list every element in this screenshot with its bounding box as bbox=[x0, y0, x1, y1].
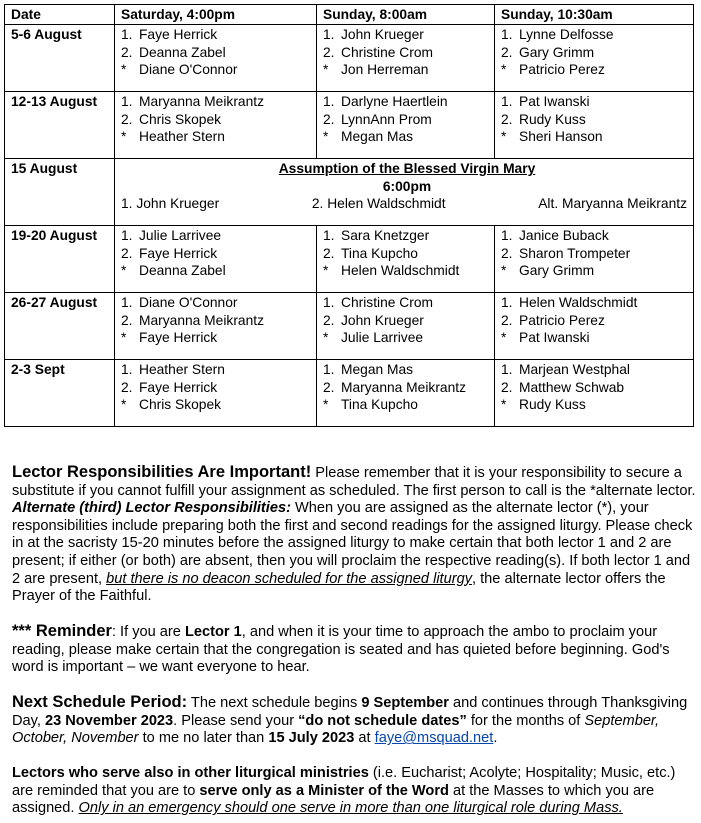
lector-schedule-table bbox=[4, 4, 694, 427]
lector-name: Maryanna Meikrantz bbox=[139, 94, 264, 109]
lector-position: 2. bbox=[323, 111, 335, 127]
lector-entry bbox=[121, 93, 316, 111]
other-ministries-paragraph: Lectors who serve also in other liturgical ministries (i.e. Eucharist; Acolyte; Hospitality; Music, etc.) are reminded that you are to serve only as a Minister of the Word at the Masses to which you are assigned. Only in an emergency should one serve in more than one liturgical role during Mass. bbox=[12, 765, 676, 817]
lector-position: * bbox=[323, 397, 329, 412]
header-sunday-1030am: Sunday, 10:30am bbox=[495, 5, 694, 25]
lector-position: 2. bbox=[121, 44, 133, 60]
lector-entry bbox=[121, 396, 316, 414]
lector-entry bbox=[501, 227, 693, 245]
lector-name: Tina Kupcho bbox=[341, 245, 418, 261]
lectors-sunday-8am bbox=[317, 25, 495, 92]
lector-entry bbox=[323, 61, 494, 79]
lector-name: Megan Mas bbox=[341, 129, 414, 144]
lector-name: Rudy Kuss bbox=[519, 111, 586, 127]
lector-name: Gary Grimm bbox=[519, 44, 595, 60]
lectors-sunday-1030am bbox=[495, 360, 694, 427]
lector-entry bbox=[323, 379, 494, 397]
lector-entry bbox=[121, 44, 316, 62]
lector-position: 1. bbox=[323, 228, 335, 243]
lector-name: John Krueger bbox=[341, 27, 424, 42]
lector-entry bbox=[323, 262, 494, 280]
lector-entry bbox=[121, 294, 316, 312]
lectors-saturday bbox=[115, 293, 317, 360]
lector-position: 2. bbox=[501, 312, 513, 328]
lector-name: Marjean Westphal bbox=[519, 362, 630, 377]
lector-position: 1. bbox=[501, 362, 513, 377]
lector-name: Deanna Zabel bbox=[139, 44, 226, 60]
lector-name: Helen Waldschmidt bbox=[519, 295, 638, 310]
lector-position: 1. bbox=[323, 94, 335, 109]
lector-name: Faye Herrick bbox=[139, 379, 218, 395]
header-sunday-8am: Sunday, 8:00am bbox=[317, 5, 495, 25]
lector-name: Heather Stern bbox=[139, 129, 225, 144]
lector-name: Faye Herrick bbox=[139, 27, 218, 42]
schedule-date: 2-3 Sept bbox=[5, 360, 115, 427]
lector-entry bbox=[323, 128, 494, 146]
schedule-date: 26-27 August bbox=[5, 293, 115, 360]
lector-entry bbox=[121, 61, 316, 79]
schedule-row bbox=[5, 293, 694, 360]
lector-position: 1. bbox=[323, 295, 335, 310]
lector-name: Faye Herrick bbox=[139, 330, 218, 345]
lector-position: 2. bbox=[121, 379, 133, 395]
lectors-sunday-1030am bbox=[495, 92, 694, 159]
other-ministries-heading: Lectors who serve also in other liturgical ministries bbox=[12, 765, 369, 781]
schedule-row bbox=[5, 159, 694, 226]
lector-name: Patricio Perez bbox=[519, 62, 605, 77]
lector-position: 2. bbox=[501, 245, 513, 261]
lector-position: 1. bbox=[501, 295, 513, 310]
lector-position: * bbox=[121, 330, 127, 345]
lector-name: Lynne Delfosse bbox=[519, 27, 614, 42]
lectors-sunday-1030am bbox=[495, 25, 694, 92]
lector-name: Faye Herrick bbox=[139, 245, 218, 261]
lector-name: Deanna Zabel bbox=[139, 263, 226, 278]
lector-entry bbox=[501, 93, 693, 111]
schedule-date: 19-20 August bbox=[5, 226, 115, 293]
minister-of-word-emphasis: serve only as a Minister of the Word bbox=[199, 782, 449, 799]
lector-entry bbox=[501, 294, 693, 312]
lector-position: 1. bbox=[501, 94, 513, 109]
lector-name: Julie Larrivee bbox=[341, 330, 424, 345]
lector-position: 2. bbox=[323, 312, 335, 328]
lector-name: Christine Crom bbox=[341, 44, 433, 60]
do-not-schedule-label: “do not schedule dates” bbox=[298, 712, 467, 729]
lector-entry bbox=[121, 361, 316, 379]
lector-position: * bbox=[501, 263, 507, 278]
lector-position: 1. bbox=[121, 27, 133, 42]
schedule-row bbox=[5, 25, 694, 92]
lectors-sunday-8am bbox=[317, 293, 495, 360]
lector-position: * bbox=[323, 330, 329, 345]
lector-position: 2. bbox=[323, 44, 335, 60]
lector-name: Sheri Hanson bbox=[519, 129, 603, 144]
lector-position: * bbox=[121, 397, 127, 412]
lector-entry bbox=[501, 26, 693, 44]
lectors-sunday-8am bbox=[317, 360, 495, 427]
lector-entry bbox=[323, 111, 494, 129]
lectors-saturday bbox=[115, 360, 317, 427]
lector-name: Sharon Trompeter bbox=[519, 245, 631, 261]
lector-entry bbox=[501, 111, 693, 129]
lector-name: Julie Larrivee bbox=[139, 228, 222, 243]
lector-name: John Krueger bbox=[341, 312, 424, 328]
lector-position: * bbox=[501, 330, 507, 345]
lector-position: * bbox=[323, 263, 329, 278]
alternate-lector-heading: Alternate (third) Lector Responsibilities: bbox=[12, 500, 291, 517]
lectors-sunday-1030am bbox=[495, 293, 694, 360]
lectors-sunday-8am bbox=[317, 226, 495, 293]
lector-entry bbox=[501, 128, 693, 146]
lector-entry bbox=[501, 396, 693, 414]
lector-entry bbox=[323, 245, 494, 263]
special-lector: Alt. Maryanna Meikrantz bbox=[538, 196, 687, 211]
special-liturgy-cell bbox=[115, 159, 694, 226]
lector-name: Maryanna Meikrantz bbox=[139, 312, 264, 328]
lector-name: Heather Stern bbox=[139, 362, 225, 377]
lector-position: * bbox=[121, 263, 127, 278]
schedule-date: 15 August bbox=[5, 159, 115, 226]
lector-entry bbox=[501, 61, 693, 79]
lector-name: Megan Mas bbox=[341, 362, 414, 377]
lector-position: 2. bbox=[323, 379, 335, 395]
lector-position: 2. bbox=[323, 245, 335, 261]
schedule-header-row bbox=[5, 5, 694, 25]
lector-entry bbox=[501, 262, 693, 280]
next-schedule-heading: Next Schedule Period: bbox=[12, 693, 188, 711]
lector-name: Janice Buback bbox=[519, 228, 609, 243]
lector-name: Diane O'Connor bbox=[139, 62, 238, 77]
lector-position: 2. bbox=[121, 245, 133, 261]
lector-entry bbox=[323, 26, 494, 44]
lector-position: 2. bbox=[501, 44, 513, 60]
lector-responsibilities-paragraph: Lector Responsibilities Are Important! Please remember that it is your responsibility to secure a substitute if you cannot fulfill your assignment as scheduled. The first person to call is the *alternate lector. Alternate (third) Lector Responsibilities: When you are assigned as the alternate lector (*), your responsibilities include preparing both the first and second readings for the assigned liturgy. Please check in at the sacristy 15-20 minutes before the assigned liturgy to make certain that both lector 1 and 2 are present; if either (or both) are absent, then you will proclaim the respective reading(s). If both lector 1 and 2 are present, but there is no deacon scheduled for the assigned liturgy, the alternate lector offers the Prayer of the Faithful. bbox=[12, 463, 696, 605]
lector-entry bbox=[323, 93, 494, 111]
lector-position: * bbox=[501, 129, 507, 144]
lector-name: Maryanna Meikrantz bbox=[341, 379, 466, 395]
lector-entry bbox=[501, 329, 693, 347]
lector-name: Rudy Kuss bbox=[519, 397, 586, 412]
lector-entry bbox=[323, 44, 494, 62]
schedule-date: 5-6 August bbox=[5, 25, 115, 92]
special-liturgy-time: 6:00pm bbox=[382, 178, 432, 194]
lector-entry bbox=[323, 329, 494, 347]
lector-entry bbox=[121, 128, 316, 146]
months-list: September, October, November bbox=[12, 712, 660, 747]
lector-name: Jon Herreman bbox=[341, 62, 429, 77]
lector-position: 1. bbox=[121, 295, 133, 310]
lector-entry bbox=[121, 329, 316, 347]
lector-position: 1. bbox=[501, 27, 513, 42]
lector-position: * bbox=[501, 62, 507, 77]
lector-entry bbox=[323, 227, 494, 245]
lector-name: Matthew Schwab bbox=[519, 379, 625, 395]
lector-entry bbox=[323, 312, 494, 330]
lector-name: Pat Iwanski bbox=[519, 94, 590, 109]
lectors-saturday bbox=[115, 25, 317, 92]
lector-position: 2. bbox=[121, 312, 133, 328]
lector-position: 1. bbox=[323, 362, 335, 377]
schedule-row bbox=[5, 360, 694, 427]
lector-position: 2. bbox=[121, 111, 133, 127]
lector-1-label: Lector 1 bbox=[184, 624, 242, 640]
special-lector: 1. John Krueger bbox=[121, 196, 220, 211]
schedule-row bbox=[5, 226, 694, 293]
lector-position: 1. bbox=[121, 228, 133, 243]
responsibilities-heading: Lector Responsibilities Are Important! bbox=[12, 463, 312, 481]
lector-entry bbox=[501, 312, 693, 330]
lector-entry bbox=[121, 262, 316, 280]
lector-position: 1. bbox=[121, 362, 133, 377]
lector-name: Pat Iwanski bbox=[519, 330, 590, 345]
lector-position: * bbox=[501, 397, 507, 412]
lector-name: Gary Grimm bbox=[519, 263, 595, 278]
lector-entry bbox=[121, 26, 316, 44]
lector-entry bbox=[121, 245, 316, 263]
lector-position: 1. bbox=[323, 27, 335, 42]
lector-position: * bbox=[323, 62, 329, 77]
next-schedule-paragraph: Next Schedule Period: The next schedule begins 9 September and continues through Thanksgiving Day, 23 November 2023. Please send your “do not schedule dates” for the months of September, October, November to me no later than 15 July 2023 at faye@msquad.net. bbox=[12, 693, 688, 747]
lector-name: Darlyne Haertlein bbox=[341, 94, 448, 109]
reminder-heading: *** Reminder bbox=[12, 622, 112, 640]
lector-name: Diane O'Connor bbox=[139, 295, 238, 310]
next-start-date: 9 September bbox=[361, 695, 449, 711]
lector-entry bbox=[121, 312, 316, 330]
lector-entry bbox=[323, 361, 494, 379]
lector-entry bbox=[323, 396, 494, 414]
special-liturgy-title: Assumption of the Blessed Virgin Mary bbox=[278, 161, 536, 176]
lector-entry bbox=[121, 379, 316, 397]
header-saturday: Saturday, 4:00pm bbox=[115, 5, 317, 25]
lector-name: Tina Kupcho bbox=[341, 397, 418, 412]
lector-entry bbox=[323, 294, 494, 312]
lectors-saturday bbox=[115, 92, 317, 159]
reminder-paragraph: *** Reminder: If you are Lector 1, and when it is your time to approach the ambo to proclaim your reading, please make certain that the congregation is seated and has quieted before beginning. God's word is important – we want everyone to hear. bbox=[12, 622, 670, 676]
lector-position: 1. bbox=[121, 94, 133, 109]
lectors-sunday-1030am bbox=[495, 226, 694, 293]
lectors-sunday-8am bbox=[317, 92, 495, 159]
deacon-note: but there is no deacon scheduled for the assigned liturgy bbox=[106, 570, 473, 587]
lector-position: * bbox=[121, 129, 127, 144]
lector-position: * bbox=[121, 62, 127, 77]
emergency-note: Only in an emergency should one serve in more than one liturgical role during Mass. bbox=[78, 800, 623, 817]
lector-position: * bbox=[323, 129, 329, 144]
lector-entry bbox=[121, 227, 316, 245]
lectors-saturday bbox=[115, 226, 317, 293]
next-end-date: 23 November 2023 bbox=[44, 712, 174, 729]
lector-name: Sara Knetzger bbox=[341, 228, 430, 243]
lector-position: 2. bbox=[501, 111, 513, 127]
lector-position: 2. bbox=[501, 379, 513, 395]
special-lector: 2. Helen Waldschmidt bbox=[311, 196, 446, 211]
lector-entry bbox=[501, 379, 693, 397]
schedule-row bbox=[5, 92, 694, 159]
email-link[interactable]: faye@msquad.net bbox=[374, 730, 494, 747]
lector-name: Christine Crom bbox=[341, 295, 433, 310]
lector-position: 1. bbox=[501, 228, 513, 243]
lector-name: Helen Waldschmidt bbox=[341, 263, 460, 278]
lector-entry bbox=[501, 245, 693, 263]
lector-name: LynnAnn Prom bbox=[341, 111, 432, 127]
lector-name: Patricio Perez bbox=[519, 312, 605, 328]
header-date: Date bbox=[5, 5, 115, 25]
lector-entry bbox=[501, 44, 693, 62]
deadline-date: 15 July 2023 bbox=[268, 730, 355, 747]
lector-entry bbox=[121, 111, 316, 129]
lector-entry bbox=[501, 361, 693, 379]
lector-name: Chris Skopek bbox=[139, 111, 222, 127]
schedule-date: 12-13 August bbox=[5, 92, 115, 159]
lector-name: Chris Skopek bbox=[139, 397, 222, 412]
